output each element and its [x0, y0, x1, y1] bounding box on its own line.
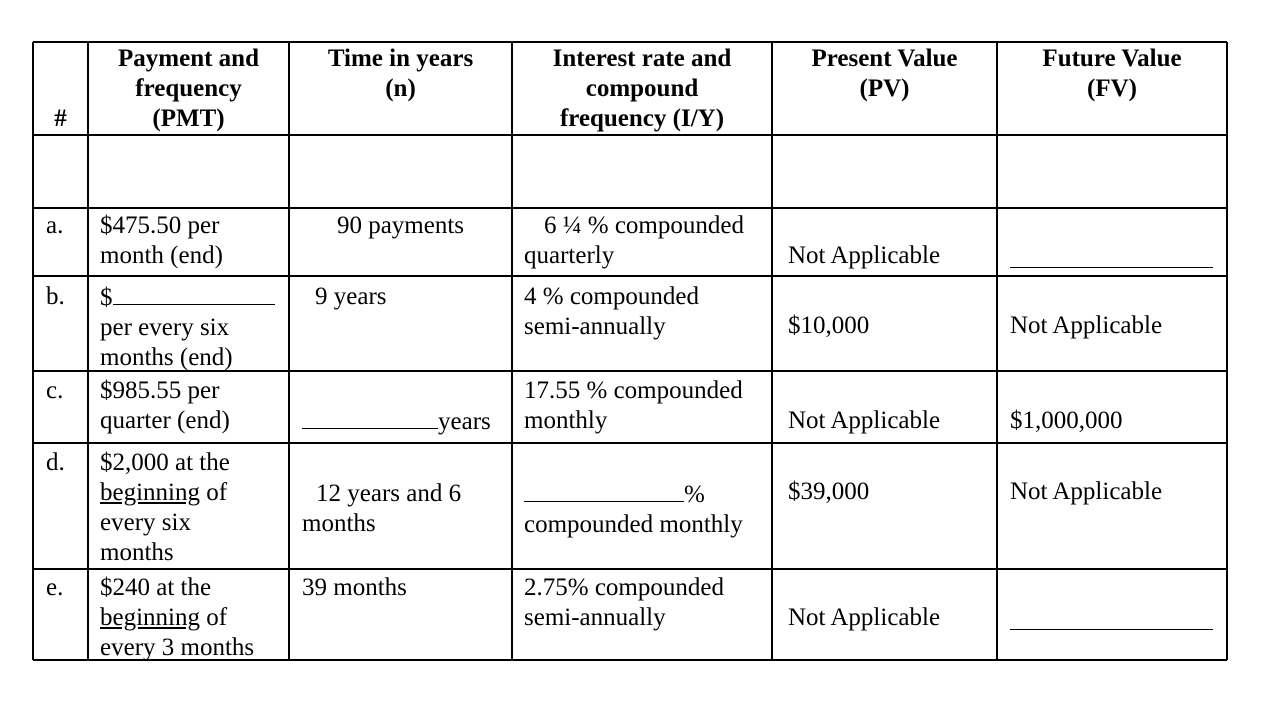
row-d-pmt-line4: months — [100, 539, 174, 566]
header-n-line2: (n) — [385, 75, 416, 102]
row-d-n — [302, 479, 461, 539]
row-b-fv: Not Applicable — [1010, 312, 1163, 339]
row-e-pmt-line1: $240 at the — [100, 574, 212, 601]
row-a-pv: Not Applicable — [788, 242, 941, 269]
header-fv-line2: (FV) — [1087, 75, 1137, 102]
row-b-num: b. — [46, 283, 65, 310]
header-fv-line1: Future Value — [1042, 45, 1182, 72]
row-e-pmt-underlined: beginning — [100, 604, 200, 631]
row-d-iy-answer-line[interactable] — [524, 479, 684, 502]
row-d-pmt-line1: $2,000 at the — [100, 449, 230, 476]
row-a-pmt-line1: $475.50 per — [100, 212, 220, 239]
row-c-pmt — [100, 376, 230, 436]
row-b-pmt-prefix: $ — [100, 284, 113, 311]
row-e-pmt-of: of — [200, 604, 228, 631]
header-pmt — [88, 44, 289, 134]
row-b-pv: $10,000 — [788, 312, 870, 339]
header-pv-line1: Present Value — [811, 45, 958, 72]
header-pmt-line2: frequency — [135, 75, 242, 102]
header-pv-line2: (PV) — [859, 75, 910, 102]
row-e-fv-blank[interactable] — [1010, 607, 1213, 638]
header-n — [289, 44, 512, 104]
row-e-iy-line1: 2.75% compounded — [524, 574, 724, 601]
row-d-num: d. — [46, 449, 65, 476]
row-d-pmt-underlined: beginning — [100, 479, 200, 506]
row-a-fv-answer-line[interactable] — [1010, 245, 1213, 268]
row-b-iy-line1: 4 % compounded — [524, 283, 699, 310]
row-b-pmt-line3: months (end) — [100, 344, 233, 371]
row-c-pv: Not Applicable — [788, 407, 941, 434]
row-a-iy-line2: quarterly — [524, 242, 615, 269]
header-pmt-line1: Payment and — [118, 45, 259, 72]
row-e-fv-answer-line[interactable] — [1010, 607, 1213, 630]
header-fv — [997, 44, 1227, 104]
header-n-line1: Time in years — [327, 45, 474, 72]
header-iy — [512, 44, 772, 134]
row-e-pmt — [100, 573, 254, 663]
row-a-pmt — [100, 211, 223, 271]
row-e-iy-line2: semi-annually — [524, 604, 666, 631]
row-c-n — [302, 406, 491, 437]
row-d-n-line2: months — [302, 510, 376, 537]
row-a-iy-line1: 6 ¼ % compounded — [544, 212, 744, 239]
row-e-pmt-line3: every 3 months — [100, 634, 255, 661]
row-a-n: 90 payments — [336, 212, 465, 239]
row-b-pmt-answer-line[interactable] — [113, 282, 275, 305]
row-c-pmt-line2: quarter (end) — [100, 407, 230, 434]
row-b-pmt — [100, 282, 275, 373]
header-iy-line3: frequency (I/Y) — [559, 105, 725, 132]
row-b-n: 9 years — [315, 283, 387, 310]
row-c-iy — [524, 376, 743, 436]
row-d-pmt-line3: every six — [100, 509, 191, 536]
row-c-pmt-line1: $985.55 per — [100, 377, 220, 404]
row-d-pmt — [100, 448, 230, 568]
row-d-n-line1: 12 years and 6 — [316, 480, 462, 507]
row-b-iy-line2: semi-annually — [524, 313, 666, 340]
row-d-pv: $39,000 — [788, 478, 870, 505]
header-num: # — [54, 105, 67, 132]
row-c-fv: $1,000,000 — [1010, 407, 1123, 434]
row-a-iy — [524, 211, 744, 271]
row-a-fv-blank[interactable] — [1010, 245, 1213, 276]
row-b-iy — [524, 282, 699, 342]
row-d-iy-line2: compounded monthly — [524, 511, 743, 538]
row-e-num: e. — [46, 574, 64, 601]
header-pmt-line3: (PMT) — [152, 105, 225, 132]
row-c-iy-line2: monthly — [524, 407, 608, 434]
row-d-pmt-of: of — [200, 479, 228, 506]
row-d-iy — [524, 479, 743, 540]
row-c-n-suffix: years — [438, 408, 491, 435]
header-iy-line2: compound — [585, 75, 699, 102]
row-e-n: 39 months — [302, 574, 407, 601]
row-e-iy — [524, 573, 724, 633]
header-pv — [772, 44, 997, 104]
header-iy-line1: Interest rate and — [552, 45, 732, 72]
row-a-num: a. — [46, 212, 64, 239]
row-c-n-answer-line[interactable] — [302, 406, 438, 429]
row-d-iy-suffix: % — [684, 481, 705, 508]
row-b-pmt-line2: per every six — [100, 314, 230, 341]
row-e-pv: Not Applicable — [788, 604, 941, 631]
row-c-iy-line1: 17.55 % compounded — [524, 377, 743, 404]
row-d-fv: Not Applicable — [1010, 478, 1163, 505]
row-a-pmt-line2: month (end) — [100, 242, 223, 269]
row-c-num: c. — [46, 377, 64, 404]
